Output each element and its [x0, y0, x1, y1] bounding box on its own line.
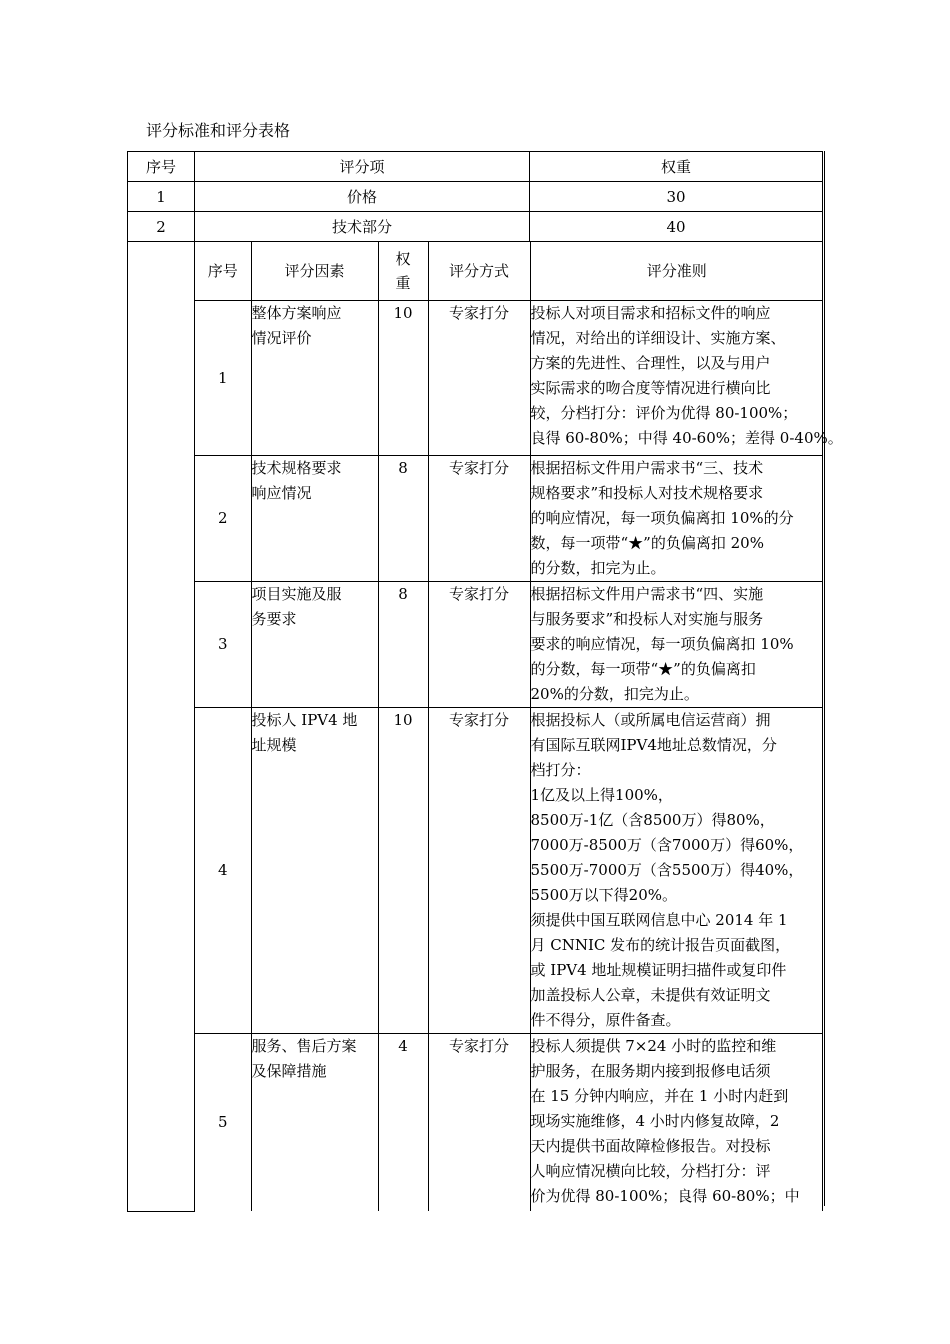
- sub-row-seq: 3: [195, 581, 251, 707]
- sub-row: [195, 300, 823, 455]
- empty-seq-cell: [128, 242, 195, 1212]
- text-line: 或 IPV4 地址规模证明扫描件或复印件: [530, 960, 787, 979]
- text-line: 良得 60-80%；中得 40-60%；差得 0-40%。: [530, 428, 843, 447]
- sub-row-seq: 1: [195, 300, 251, 455]
- header-weight: 权重: [530, 152, 823, 182]
- technical-subtable: [195, 242, 843, 1211]
- sub-row-factor: [251, 455, 378, 581]
- technical-detail-row: [128, 242, 823, 1212]
- text-line: 5500万-7000万（含5500万）得40%，: [530, 860, 804, 879]
- sub-row-weight: 4: [378, 1033, 428, 1211]
- text-line: 加盖投标人公章，未提供有效证明文: [530, 985, 771, 1004]
- text-line: 7000万-8500万（含7000万）得60%，: [530, 835, 804, 854]
- text-line: 整体方案响应: [251, 303, 342, 322]
- text-line: 档打分：: [530, 760, 591, 779]
- sub-row-seq: 5: [195, 1033, 251, 1211]
- text-line: 的响应情况，每一项负偏离扣 10%的分: [530, 508, 794, 527]
- text-line: 方案的先进性、合理性，以及与用户: [530, 353, 771, 372]
- sub-row-method: 专家打分: [428, 1033, 530, 1211]
- text-line: 价为优得 80-100%；良得 60-80%；中: [530, 1186, 800, 1205]
- row-seq: 1: [128, 182, 195, 212]
- table-row: [128, 182, 823, 212]
- sub-header-seq: 序号: [195, 242, 251, 300]
- text-line: 1亿及以上得100%，: [530, 785, 673, 804]
- text-line: 要求的响应情况，每一项负偏离扣 10%: [530, 634, 794, 653]
- sub-row-method: 专家打分: [428, 455, 530, 581]
- text-line: 的分数，每一项带“★”的负偏离扣: [530, 659, 756, 678]
- sub-row-method: 专家打分: [428, 300, 530, 455]
- sub-row-criteria: [530, 581, 823, 707]
- text-line: 根据招标文件用户需求书“三、技术: [530, 458, 764, 477]
- text-line: 20%的分数，扣完为止。: [530, 684, 699, 703]
- sub-header-weight-line2: 重: [395, 273, 411, 292]
- text-line: 实际需求的吻合度等情况进行横向比: [530, 378, 771, 397]
- text-line: 务要求: [251, 609, 297, 628]
- sub-row: [195, 1033, 823, 1211]
- text-line: 天内提供书面故障检修报告。对投标: [530, 1136, 771, 1155]
- row-weight: 30: [530, 182, 823, 212]
- sub-row-criteria: [530, 707, 823, 1033]
- text-line: 根据投标人（或所属电信运营商）拥: [530, 710, 771, 729]
- row-item: 价格: [195, 182, 530, 212]
- sub-row-weight: 10: [378, 300, 428, 455]
- text-line: 5500万以下得20%。: [530, 885, 678, 904]
- sub-row: [195, 455, 823, 581]
- text-line: 与服务要求”和投标人对实施与服务: [530, 609, 764, 628]
- sub-header-criteria: 评分准则: [530, 242, 823, 300]
- sub-row-weight: 8: [378, 455, 428, 581]
- subtable-header-row: [195, 242, 823, 300]
- text-line: 情况评价: [251, 328, 312, 347]
- text-line: 响应情况: [251, 483, 312, 502]
- sub-row-seq: 2: [195, 455, 251, 581]
- text-line: 在 15 分钟内响应，并在 1 小时内赶到: [530, 1086, 789, 1105]
- sub-header-method: 评分方式: [428, 242, 530, 300]
- sub-row-factor: [251, 1033, 378, 1211]
- text-line: 规格要求”和投标人对技术规格要求: [530, 483, 764, 502]
- sub-row-criteria: [530, 300, 843, 455]
- sub-row-factor: [251, 300, 378, 455]
- text-line: 投标人对项目需求和招标文件的响应: [530, 303, 771, 322]
- text-line: 较，分档打分：评价为优得 80-100%；: [530, 403, 798, 422]
- sub-header-weight: [378, 242, 428, 300]
- technical-subtable-holder: [195, 242, 843, 1212]
- text-line: 人响应情况横向比较，分档打分：评: [530, 1161, 771, 1180]
- scoring-table: [127, 151, 843, 1212]
- table-right-double-rule: [824, 151, 825, 1206]
- sub-row-factor: [251, 581, 378, 707]
- text-line: 根据招标文件用户需求书“四、实施: [530, 584, 764, 603]
- text-line: 址规模: [251, 735, 297, 754]
- text-line: 护服务，在服务期内接到报修电话须: [530, 1061, 771, 1080]
- text-line: 投标人 IPV4 地: [251, 710, 358, 729]
- text-line: 服务、售后方案: [251, 1036, 357, 1055]
- text-line: 项目实施及服: [251, 584, 342, 603]
- row-seq: 2: [128, 212, 195, 242]
- sub-row-factor: [251, 707, 378, 1033]
- sub-row-criteria: [530, 455, 823, 581]
- sub-row-weight: 10: [378, 707, 428, 1033]
- sub-row-method: 专家打分: [428, 581, 530, 707]
- text-line: 现场实施维修，4 小时内修复故障，2: [530, 1111, 780, 1130]
- row-item: 技术部分: [195, 212, 530, 242]
- sub-row-criteria: [530, 1033, 823, 1211]
- text-line: 有国际互联网IPV4地址总数情况，分: [530, 735, 777, 754]
- sub-row-method: 专家打分: [428, 707, 530, 1033]
- sub-row-seq: 4: [195, 707, 251, 1033]
- text-line: 须提供中国互联网信息中心 2014 年 1: [530, 910, 788, 929]
- text-line: 月 CNNIC 发布的统计报告页面截图，: [530, 935, 791, 954]
- header-item: 评分项: [195, 152, 530, 182]
- sub-row: [195, 707, 823, 1033]
- text-line: 数，每一项带“★”的负偏离扣 20%: [530, 533, 764, 552]
- text-line: 技术规格要求: [251, 458, 342, 477]
- table-row: [128, 212, 823, 242]
- header-seq: 序号: [128, 152, 195, 182]
- text-line: 件不得分，原件备查。: [530, 1010, 681, 1029]
- text-line: 及保障措施: [251, 1061, 327, 1080]
- row-weight: 40: [530, 212, 823, 242]
- sub-row: [195, 581, 823, 707]
- sub-header-weight-line1: 权: [395, 249, 411, 268]
- sub-row-weight: 8: [378, 581, 428, 707]
- text-line: 情况，对给出的详细设计、实施方案、: [530, 328, 786, 347]
- text-line: 的分数，扣完为止。: [530, 558, 666, 577]
- document-title: 评分标准和评分表格: [146, 121, 291, 140]
- text-line: 投标人须提供 7×24 小时的监控和维: [530, 1036, 777, 1055]
- table-header-row: [128, 152, 823, 182]
- text-line: 8500万-1亿（含8500万）得80%，: [530, 810, 775, 829]
- sub-header-factor: 评分因素: [251, 242, 378, 300]
